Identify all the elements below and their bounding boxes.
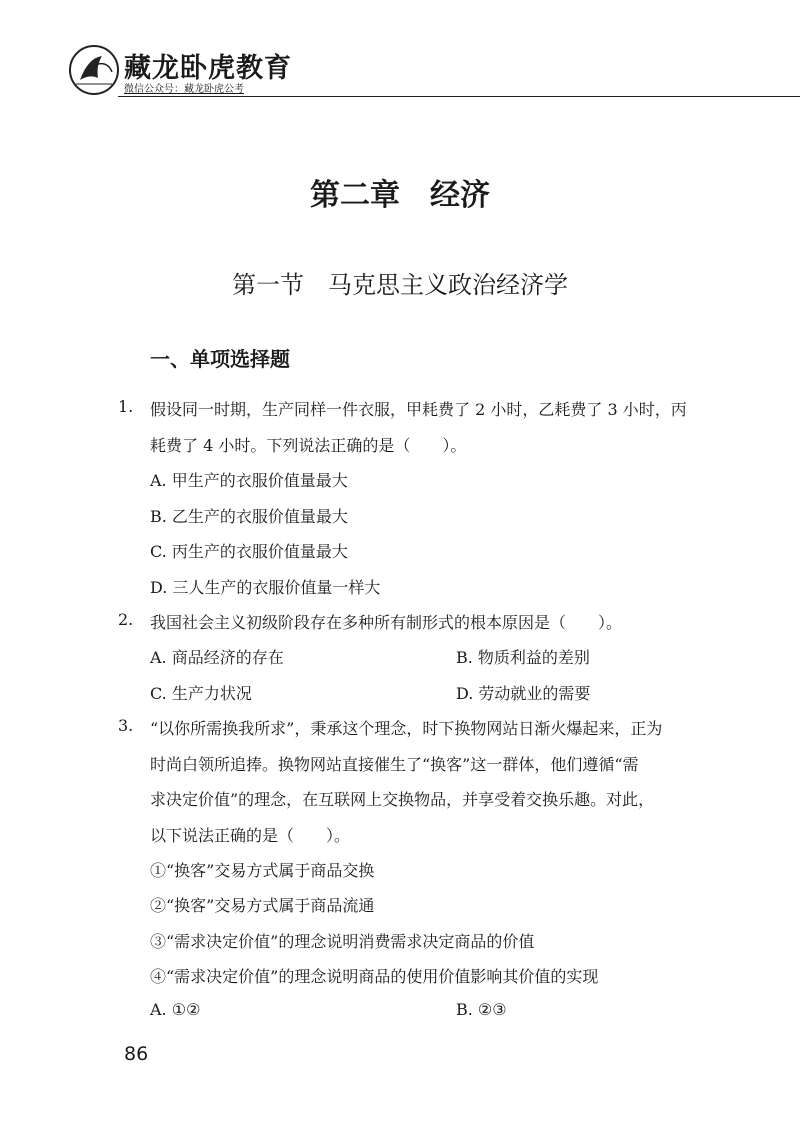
- header-divider: [118, 96, 800, 97]
- question-text-line: 时尚白领所追捧。换物网站直接催生了“换客”这一群体，他们遵循“需: [150, 755, 639, 774]
- statement-item: ②“换客”交易方式属于商品流通: [150, 896, 375, 915]
- question-number: 3.: [118, 716, 134, 735]
- answer-option: D. 劳动就业的需要: [456, 684, 591, 703]
- chapter-title: 第二章 经济: [310, 178, 490, 213]
- statement-item: ③“需求决定价值”的理念说明消费需求决定商品的价值: [150, 932, 535, 951]
- question-number: 2.: [118, 610, 134, 629]
- page-number: 86: [124, 1043, 149, 1065]
- answer-option: B. 物质利益的差别: [456, 648, 590, 667]
- answer-option: A. ①②: [150, 1000, 201, 1019]
- question-text-line: 以下说法正确的是（ ）。: [150, 826, 351, 845]
- question-text-line: “以你所需换我所求”，秉承这个理念，时下换物网站日渐火爆起来，正为: [150, 719, 663, 738]
- answer-option: A. 商品经济的存在: [150, 648, 284, 667]
- statement-item: ④“需求决定价值”的理念说明商品的使用价值影响其价值的实现: [150, 967, 599, 986]
- question-number: 1.: [118, 397, 134, 416]
- answer-option: C. 生产力状况: [150, 684, 252, 703]
- question-text-line: 假设同一时期，生产同样一件衣服，甲耗费了 2 小时，乙耗费了 3 小时，丙: [150, 400, 687, 419]
- answer-option: D. 三人生产的衣服价值量一样大: [150, 578, 381, 597]
- part-title: 一、单项选择题: [150, 347, 290, 371]
- question-text-line: 我国社会主义初级阶段存在多种所有制形式的根本原因是（ ）。: [150, 613, 623, 632]
- dragon-tiger-logo-icon: [68, 44, 120, 96]
- answer-option: B. ②③: [456, 1000, 507, 1019]
- page-header: [0, 0, 800, 100]
- brand-name: 藏龙卧虎教育: [124, 53, 292, 84]
- answer-option: B. 乙生产的衣服价值量最大: [150, 507, 348, 526]
- question-text-line: 求决定价值”的理念，在互联网上交换物品，并享受着交换乐趣。对此，: [150, 790, 655, 809]
- brand-subtitle: 微信公众号：藏龙卧虎公考: [124, 84, 244, 95]
- section-title: 第一节 马克思主义政治经济学: [232, 271, 568, 299]
- answer-option: C. 丙生产的衣服价值量最大: [150, 542, 348, 561]
- answer-option: A. 甲生产的衣服价值量最大: [150, 471, 348, 490]
- statement-item: ①“换客”交易方式属于商品交换: [150, 861, 375, 880]
- question-text-line: 耗费了 4 小时。下列说法正确的是（ ）。: [150, 436, 467, 455]
